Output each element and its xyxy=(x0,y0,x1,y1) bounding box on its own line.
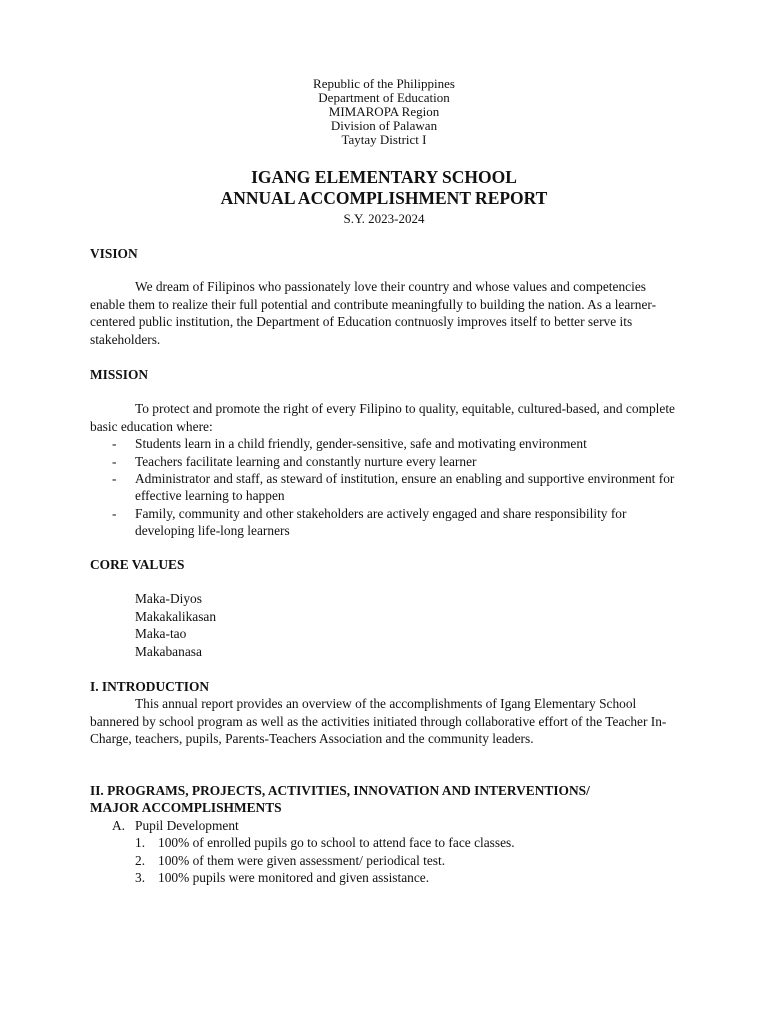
list-item-text: Teachers facilitate learning and constantly nurture every learner xyxy=(135,453,477,469)
letterhead xyxy=(0,77,768,147)
core-value-item: Maka-Diyos xyxy=(135,591,202,607)
list-item-text: 100% of them were given assessment/ periodical test. xyxy=(158,852,446,868)
pupil-development-list xyxy=(90,834,690,886)
introduction-text: This annual report provides an overview of the accomplishments of Igang Elementary School bannered by school program as well as the activities initiated through collaborative effort of the Teacher In-Charge, teachers, pupils, Parents-Teachers Association and the community leaders. xyxy=(90,696,667,747)
core-value-item: Makakalikasan xyxy=(135,608,217,624)
list-item xyxy=(90,435,675,452)
item-number: 1. xyxy=(135,835,146,851)
section-letter: A. xyxy=(112,817,126,833)
list-item xyxy=(90,470,675,505)
core-values-list xyxy=(90,590,675,660)
list-item-text: 100% of enrolled pupils go to school to attend face to face classes. xyxy=(158,835,515,851)
list-item xyxy=(90,869,690,886)
list-item xyxy=(90,834,690,851)
vision-text: We dream of Filipinos who passionately love their country and whose values and competencies enable them to realize their full potential and contribute meaningfully to building the nation. As a learner-centered public institution, the Department of Education contnuosly improves itself to better serve its stakeholders. xyxy=(90,279,657,347)
programs-heading-cont: MAJOR ACCOMPLISHMENTS xyxy=(90,800,282,816)
letterhead-line: Department of Education xyxy=(318,90,450,105)
mission-heading: MISSION xyxy=(90,367,149,382)
core-values-section xyxy=(90,556,675,660)
mission-list xyxy=(90,435,675,539)
letterhead-line: Republic of the Philippines xyxy=(313,76,455,91)
letterhead-line: Division of Palawan xyxy=(330,118,438,133)
introduction-heading: I. INTRODUCTION xyxy=(90,679,210,694)
bullet-dash: - xyxy=(112,505,117,521)
programs-section xyxy=(90,782,690,886)
list-item-text: Administrator and staff, as steward of institution, ensure an enabling and supportive environment for effective learning to happen xyxy=(135,471,675,504)
item-number: 3. xyxy=(135,870,146,886)
vision-section xyxy=(90,245,675,348)
core-values-heading: CORE VALUES xyxy=(90,557,185,572)
school-name: IGANG ELEMENTARY SCHOOL xyxy=(251,167,517,187)
core-value-item: Makabanasa xyxy=(135,643,202,659)
letterhead-line: Taytay District I xyxy=(341,132,427,147)
report-name: ANNUAL ACCOMPLISHMENT REPORT xyxy=(220,188,548,208)
list-item-text: 100% pupils were monitored and given assistance. xyxy=(158,870,430,886)
bullet-dash: - xyxy=(112,471,117,487)
section-label: Pupil Development xyxy=(135,817,239,833)
core-value-item: Maka-tao xyxy=(135,626,187,642)
school-year: S.Y. 2023-2024 xyxy=(343,211,425,226)
bullet-dash: - xyxy=(112,453,117,469)
bullet-dash: - xyxy=(112,436,117,452)
list-item-text: Students learn in a child friendly, gender-sensitive, safe and motivating environment xyxy=(135,436,587,452)
letterhead-line: MIMAROPA Region xyxy=(328,104,440,119)
mission-section xyxy=(90,366,675,540)
vision-heading: VISION xyxy=(90,246,138,261)
item-number: 2. xyxy=(135,852,146,868)
list-item xyxy=(90,505,675,540)
list-item xyxy=(90,852,690,869)
mission-intro: To protect and promote the right of every Filipino to quality, equitable, cultured-based, and complete basic education where: xyxy=(90,401,675,434)
programs-heading: II. PROGRAMS, PROJECTS, ACTIVITIES, INNOVATION AND INTERVENTIONS/ xyxy=(90,783,590,798)
pupil-development-heading xyxy=(90,817,690,834)
introduction-section xyxy=(90,678,675,748)
list-item-text: Family, community and other stakeholders are actively engaged and share responsibility for developing life-long learners xyxy=(135,505,627,539)
list-item xyxy=(90,453,675,470)
report-title xyxy=(0,167,768,209)
